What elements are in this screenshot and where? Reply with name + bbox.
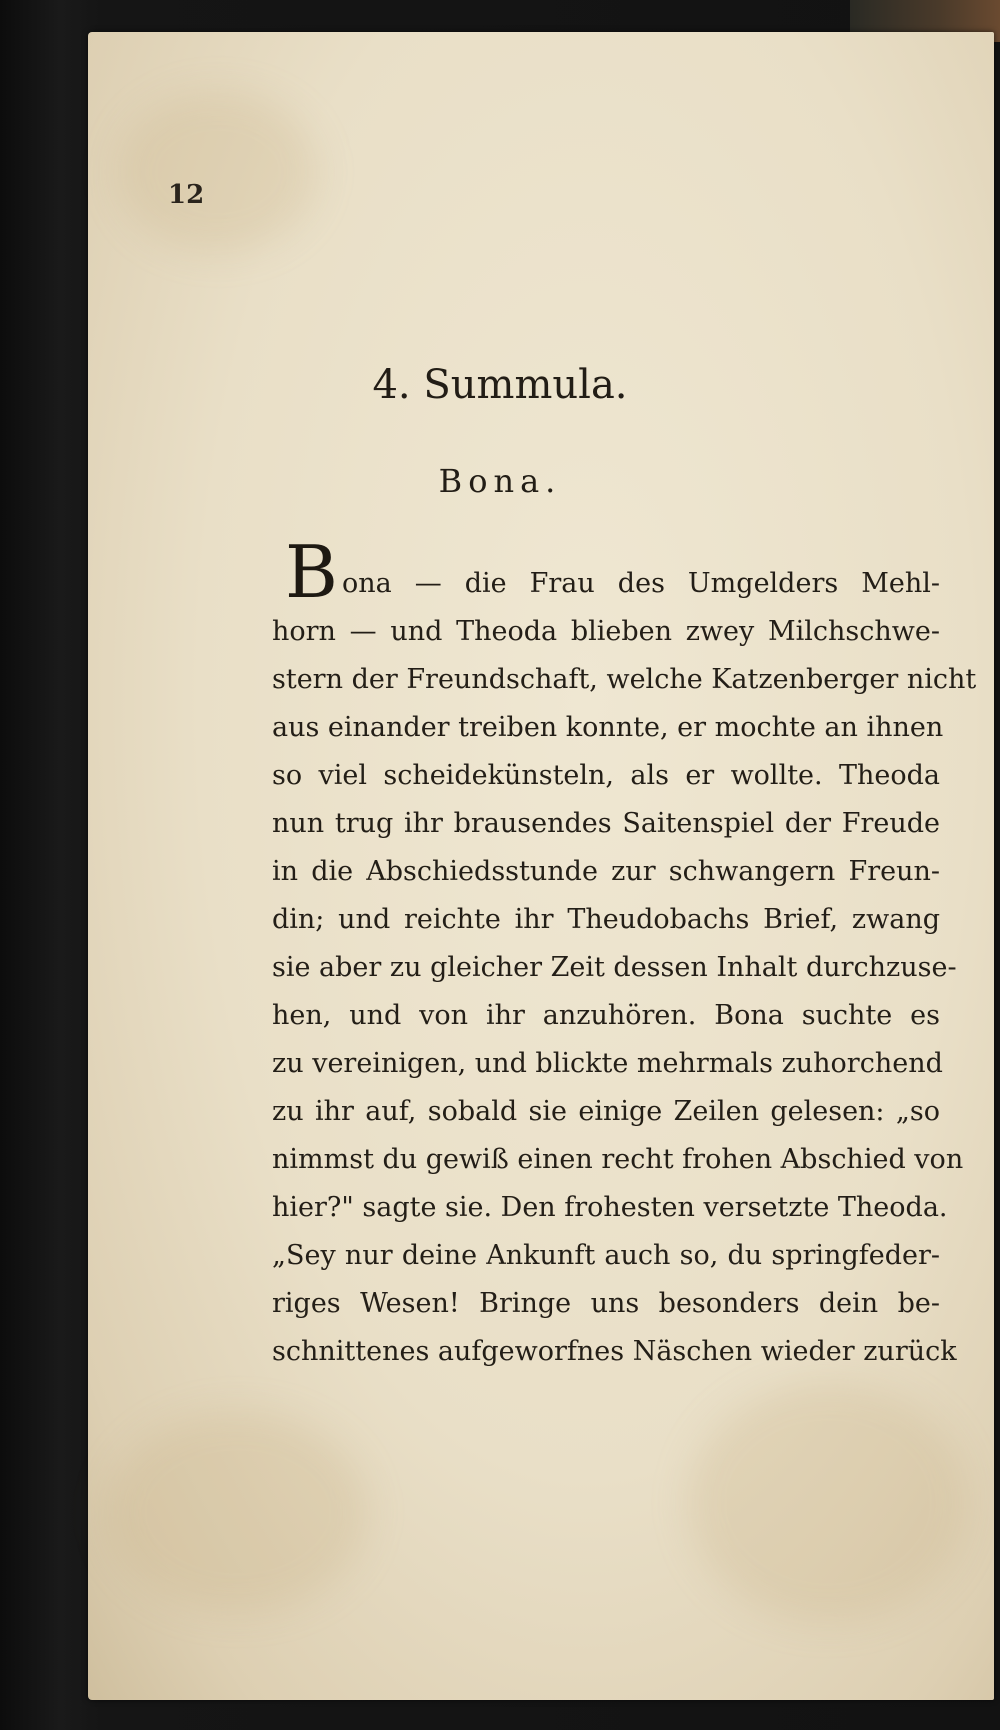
text-line: schnittenes aufgeworfnes Näschen wieder zurück xyxy=(272,1336,957,1367)
page-number: 12 xyxy=(168,180,205,210)
text-line: in die Abschiedsstunde zur schwangern Freun- xyxy=(272,856,940,887)
text-line: „Sey nur deine Ankunft auch so, du springfeder- xyxy=(272,1240,940,1271)
text-line: aus einander treiben konnte, er mochte an ihnen xyxy=(272,712,944,743)
text-line: nimmst du gewiß einen recht frohen Abschied von xyxy=(272,1144,964,1175)
text-line: stern der Freundschaft, welche Katzenberger nicht xyxy=(272,664,977,695)
body-text xyxy=(272,560,977,1376)
chapter-title: 4. Summula. xyxy=(372,362,628,408)
text-line: zu vereinigen, und blickte mehrmals zuhorchend xyxy=(272,1048,943,1079)
section-title: Bona. xyxy=(438,462,562,500)
text-line: sie aber zu gleicher Zeit dessen Inhalt durchzuse- xyxy=(272,952,957,983)
text-line: ona — die Frau des Umgelders Mehl- xyxy=(342,568,940,599)
paper-stain xyxy=(118,92,318,252)
text-line: riges Wesen! Bringe uns besonders dein be- xyxy=(272,1288,940,1319)
text-line: hen, und von ihr anzuhören. Bona suchte es xyxy=(272,1000,940,1031)
paper-stain xyxy=(108,1412,368,1612)
text-line: so viel scheidekünsteln, als er wollte. Theoda xyxy=(272,760,940,791)
text-line: zu ihr auf, sobald sie einige Zeilen gelesen: „so xyxy=(272,1096,940,1127)
drop-cap-initial: B xyxy=(285,530,338,614)
text-line: horn — und Theoda blieben zwey Milchschwe- xyxy=(272,616,940,647)
paper-stain xyxy=(688,1382,968,1622)
text-line: din; und reichte ihr Theudobachs Brief, zwang xyxy=(272,904,940,935)
text-line: nun trug ihr brausendes Saitenspiel der Freude xyxy=(272,808,940,839)
text-line: hier?" sagte sie. Den frohesten versetzte Theoda. xyxy=(272,1192,948,1223)
